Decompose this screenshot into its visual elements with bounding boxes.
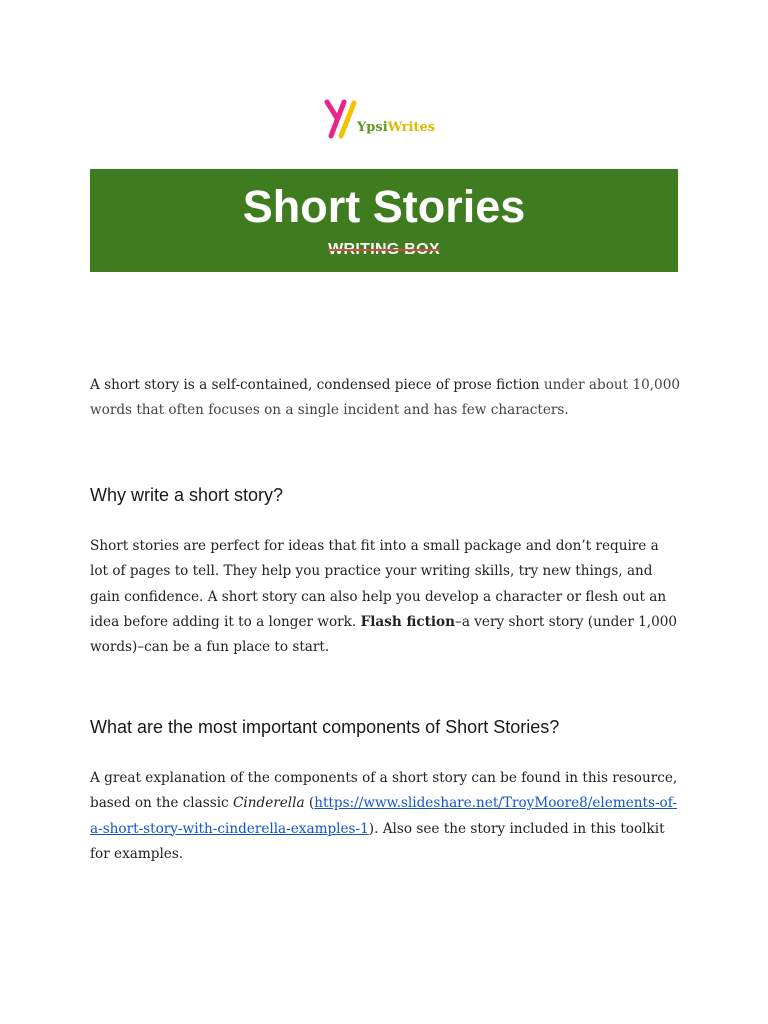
intro-text-part2: under about 10,000 words that often focuses on a single incident and has few characters. [90, 377, 681, 419]
logo-word-writes: Writes [387, 120, 436, 135]
cinderella-title: Cinderella [233, 795, 305, 812]
logo-word-ypsi: Ypsi [357, 120, 388, 135]
why-paragraph [90, 534, 680, 660]
paren-open: ( [304, 795, 315, 812]
section-heading-why: Why write a short story? [90, 485, 284, 505]
section-heading-components: What are the most important components of Short Stories? [90, 717, 560, 737]
page-title: Short Stories [242, 181, 526, 232]
logo-wordmark [357, 120, 435, 136]
components-text-after: ). Also see the story included in this toolkit for examples. [90, 820, 665, 862]
components-text-before: A great explanation of the components of a short story can be found in this resource, based on the classic [90, 770, 678, 812]
page-subtitle-text: WRITING BOX [328, 241, 440, 258]
why-text-before: Short stories are perfect for ideas that fit into a small package and don’t require a lot of pages to tell. They help you practice your writing skills, try new things, and gain confidence. A short story can also help you develop a character or flesh out an idea before adding it to a longer work. [90, 538, 667, 630]
page-subtitle [90, 240, 678, 260]
flash-fiction-term: Flash fiction [360, 613, 456, 630]
title-banner [90, 169, 678, 272]
intro-text-part1: A short story is a self-contained, condensed piece of prose fiction [90, 377, 540, 393]
intro-paragraph [90, 373, 680, 424]
slideshare-link[interactable]: https://www.slideshare.net/TroyMoore8/elements-of-a-short-story-with-cinderella-examples-1 [90, 795, 677, 837]
why-text-after: –a very short story (under 1,000 words)–can be a fun place to start. [90, 613, 678, 656]
logo-mark-icon [324, 98, 358, 140]
components-paragraph [90, 766, 680, 867]
ypsiwrites-logo [324, 98, 454, 142]
